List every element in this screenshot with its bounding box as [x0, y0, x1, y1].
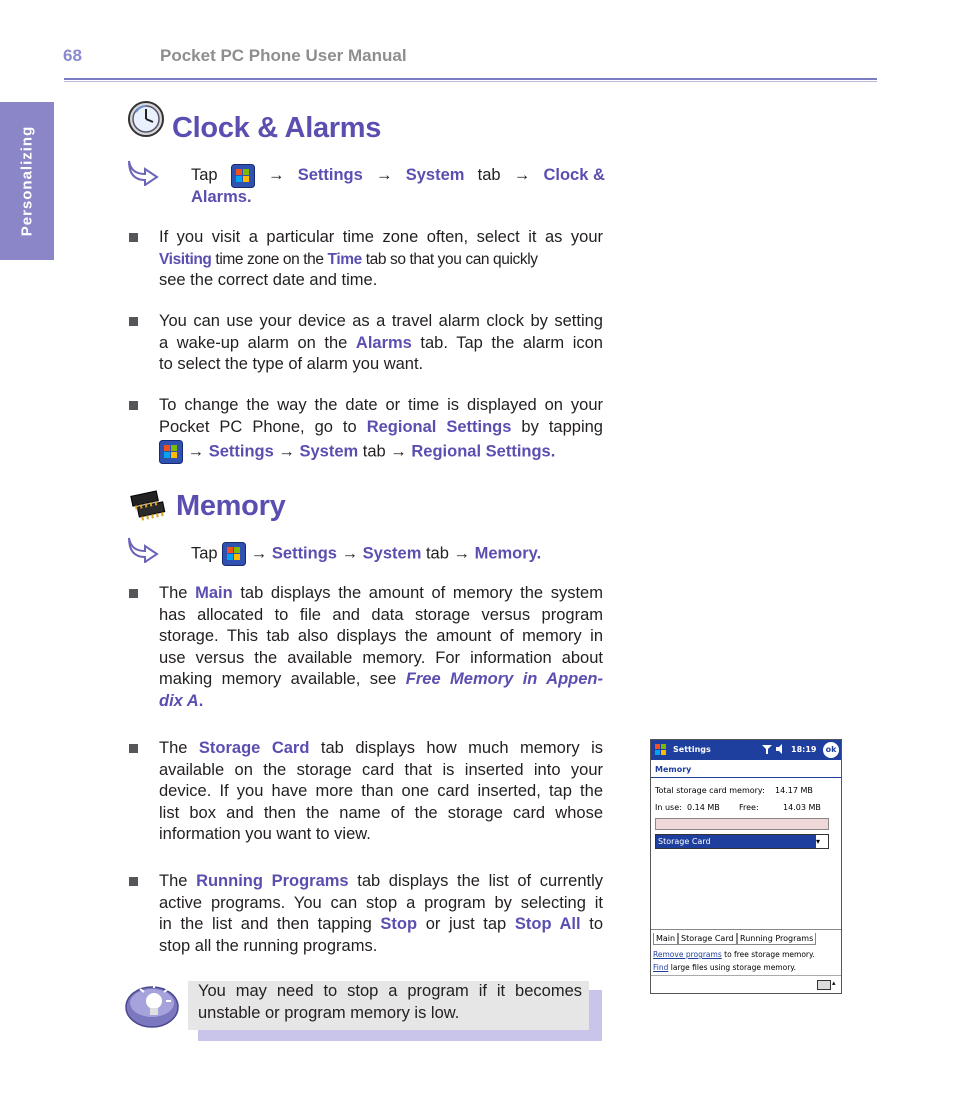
bullet-marker — [129, 401, 138, 410]
note-text-line: unstable or program memory is low. — [198, 1003, 460, 1022]
text-line — [159, 417, 603, 439]
tap-word: Tap — [191, 544, 218, 563]
text-run: tab. Tap the alarm icon — [420, 333, 603, 352]
free-memory-link[interactable]: Free Memory in Appen- — [405, 670, 603, 688]
text-run: by tapping — [521, 417, 603, 436]
find-files-line — [653, 963, 796, 972]
running-header-title: Pocket PC Phone User Manual — [160, 46, 407, 65]
device-clock: 18:19 — [791, 745, 817, 754]
main-tab-keyword: Main — [195, 584, 233, 602]
system-keyword: System — [299, 442, 359, 461]
text-line — [159, 583, 603, 605]
lightbulb-tip-icon — [124, 979, 180, 1031]
stop-keyword: Stop — [380, 915, 418, 933]
appendix-link[interactable]: dix A — [159, 691, 199, 710]
tab-storage-card[interactable]: Storage Card — [678, 933, 737, 945]
text-line — [159, 669, 603, 691]
start-menu-icon — [159, 440, 183, 464]
text-line: active programs. You can stop a program by selecting it — [159, 893, 603, 912]
text-run: to — [589, 915, 603, 933]
text-run: The — [159, 739, 188, 757]
bullet-marker — [129, 233, 138, 242]
time-keyword: Time — [327, 250, 362, 268]
stop-all-keyword: Stop All — [514, 915, 581, 933]
start-flag-icon[interactable] — [653, 742, 669, 758]
header-rule-secondary — [64, 81, 877, 82]
settings-keyword: Settings — [297, 166, 363, 185]
total-memory-value: 14.17 MB — [775, 786, 813, 795]
text-run: in the list and then tapping — [159, 915, 372, 933]
arrow-glyph: → — [390, 442, 407, 461]
text-run: tab displays the amount of memory the system — [240, 584, 603, 602]
text-run: The — [159, 872, 188, 890]
alarms-keyword: Alarms. — [191, 188, 252, 206]
note-text-line: You may need to stop a program if it becomes — [198, 982, 582, 1000]
regional-settings-keyword: Regional Settings — [366, 417, 512, 436]
text-line: list box and then the name of the storage card whose — [159, 803, 603, 822]
device-title: Settings — [673, 745, 711, 754]
text-line — [159, 871, 603, 893]
input-menu-arrow-icon[interactable]: ▴ — [832, 979, 836, 987]
text-run: tab displays how much memory is — [320, 739, 603, 757]
text-run: . — [198, 691, 204, 710]
text-run: Pocket PC Phone, go to — [159, 417, 357, 436]
text-run: or just tap — [425, 915, 507, 933]
memory-tap-instruction — [191, 542, 541, 566]
system-keyword: System — [362, 544, 422, 563]
text-line: has allocated to file and data storage versus program — [159, 605, 603, 624]
ok-button[interactable]: ok — [823, 742, 839, 758]
tab-word: tab — [362, 442, 386, 461]
text-line — [159, 914, 603, 936]
memory-keyword: Memory. — [474, 544, 542, 563]
text-run: to free storage memory. — [724, 950, 815, 959]
clock-tap-instruction — [191, 165, 605, 209]
clock-section-title: Clock & Alarms — [172, 112, 382, 144]
arrow-glyph: → — [453, 544, 470, 563]
alarms-tab-keyword: Alarms — [355, 333, 412, 352]
memory-bullet-2 — [159, 738, 603, 846]
memory-usage-bar — [655, 818, 829, 830]
free-value: 14.03 MB — [783, 803, 821, 812]
in-use-label: In use: — [655, 803, 682, 812]
start-menu-icon — [231, 164, 255, 188]
text-line: available on the storage card that is inserted into your — [159, 760, 603, 779]
remove-programs-link[interactable]: Remove programs — [653, 950, 722, 959]
text-line: see the correct date and time. — [159, 271, 378, 289]
text-line: device. If you have more than one card inserted, tap the — [159, 782, 603, 800]
tab-word: tab — [425, 544, 449, 563]
bullet-marker — [129, 317, 138, 326]
clock-keyword: Clock & — [543, 166, 605, 185]
tab-word: tab — [477, 166, 501, 185]
text-line — [159, 333, 603, 355]
text-line — [159, 249, 603, 271]
find-link[interactable]: Find — [653, 963, 669, 972]
settings-keyword: Settings — [208, 442, 274, 461]
keyboard-icon[interactable] — [817, 980, 831, 990]
remove-programs-line — [653, 950, 815, 959]
clock-bullet-1 — [159, 227, 603, 292]
text-run: a wake-up alarm on the — [159, 333, 348, 352]
text-line: use versus the available memory. For information about — [159, 648, 603, 667]
clock-bullet-2 — [159, 311, 603, 376]
device-title-bar — [651, 740, 841, 760]
bullet-marker — [129, 744, 138, 753]
memory-bullet-1 — [159, 583, 603, 712]
bullet-marker — [129, 877, 138, 886]
text-line — [159, 738, 603, 760]
page-number: 68 — [63, 46, 82, 65]
instruction-arrow-icon — [127, 158, 161, 184]
note-box — [188, 981, 589, 1030]
text-line: If you visit a particular time zone often, select it as your — [159, 228, 603, 246]
bullet-marker — [129, 589, 138, 598]
device-screenshot — [650, 739, 842, 994]
memory-section-title: Memory — [176, 490, 286, 522]
arrow-glyph: → — [187, 442, 205, 461]
tab-running-programs[interactable]: Running Programs — [737, 933, 816, 945]
divider — [651, 777, 841, 778]
storage-card-keyword: Storage Card — [198, 739, 310, 757]
running-programs-keyword: Running Programs — [196, 872, 349, 890]
arrow-glyph: → — [513, 166, 531, 185]
text-line: storage. This tab also displays the amount of memory in — [159, 627, 603, 645]
text-run: large files using storage memory. — [670, 963, 797, 972]
free-label: Free: — [739, 803, 759, 812]
text-line — [159, 440, 603, 464]
visiting-keyword: Visiting — [159, 250, 212, 268]
clock-bullet-3 — [159, 395, 603, 464]
settings-keyword: Settings — [271, 544, 337, 563]
memory-heading: Memory — [655, 765, 692, 774]
text-line — [159, 691, 603, 713]
arrow-glyph: → — [341, 544, 359, 563]
arrow-glyph: → — [268, 166, 285, 185]
text-run: making memory available, see — [159, 670, 397, 688]
text-line: stop all the running programs. — [159, 936, 378, 955]
instruction-arrow-icon — [127, 535, 161, 561]
text-run: The — [159, 584, 188, 602]
storage-card-dropdown[interactable] — [655, 834, 829, 849]
text-run: tab displays the list of currently — [357, 872, 603, 890]
arrow-glyph: → — [250, 544, 268, 563]
text-run: time zone on the — [215, 250, 324, 268]
chapter-label: Personalizing — [18, 125, 36, 237]
bottom-toolbar — [651, 975, 841, 994]
text-line: To change the way the date or time is displayed on your — [159, 396, 603, 414]
system-keyword: System — [405, 166, 465, 185]
dropdown-selected: Storage Card — [656, 835, 816, 848]
memory-chip-icon — [127, 487, 169, 523]
in-use-value: 0.14 MB — [687, 803, 720, 812]
chapter-side-tab — [0, 102, 54, 260]
header-rule — [64, 78, 877, 80]
regional-settings-keyword: Regional Settings. — [411, 442, 556, 461]
text-run: tab so that you can quickly — [365, 250, 538, 268]
text-line: to select the type of alarm you want. — [159, 355, 424, 373]
tab-main[interactable]: Main — [653, 933, 678, 945]
arrow-glyph: → — [278, 442, 295, 461]
chevron-down-icon: ▾ — [816, 837, 821, 846]
speaker-icon — [775, 743, 787, 757]
tab-bar — [651, 929, 841, 947]
text-line: You can use your device as a travel alarm clock by setting — [159, 312, 603, 330]
text-line: information you want to view. — [159, 825, 371, 843]
tap-word: Tap — [191, 166, 218, 185]
clock-icon — [127, 100, 165, 138]
arrow-glyph: → — [376, 166, 393, 185]
memory-bullet-3 — [159, 871, 603, 957]
signal-icon — [761, 743, 773, 757]
total-memory-label: Total storage card memory: — [655, 786, 765, 795]
start-menu-icon — [222, 542, 246, 566]
